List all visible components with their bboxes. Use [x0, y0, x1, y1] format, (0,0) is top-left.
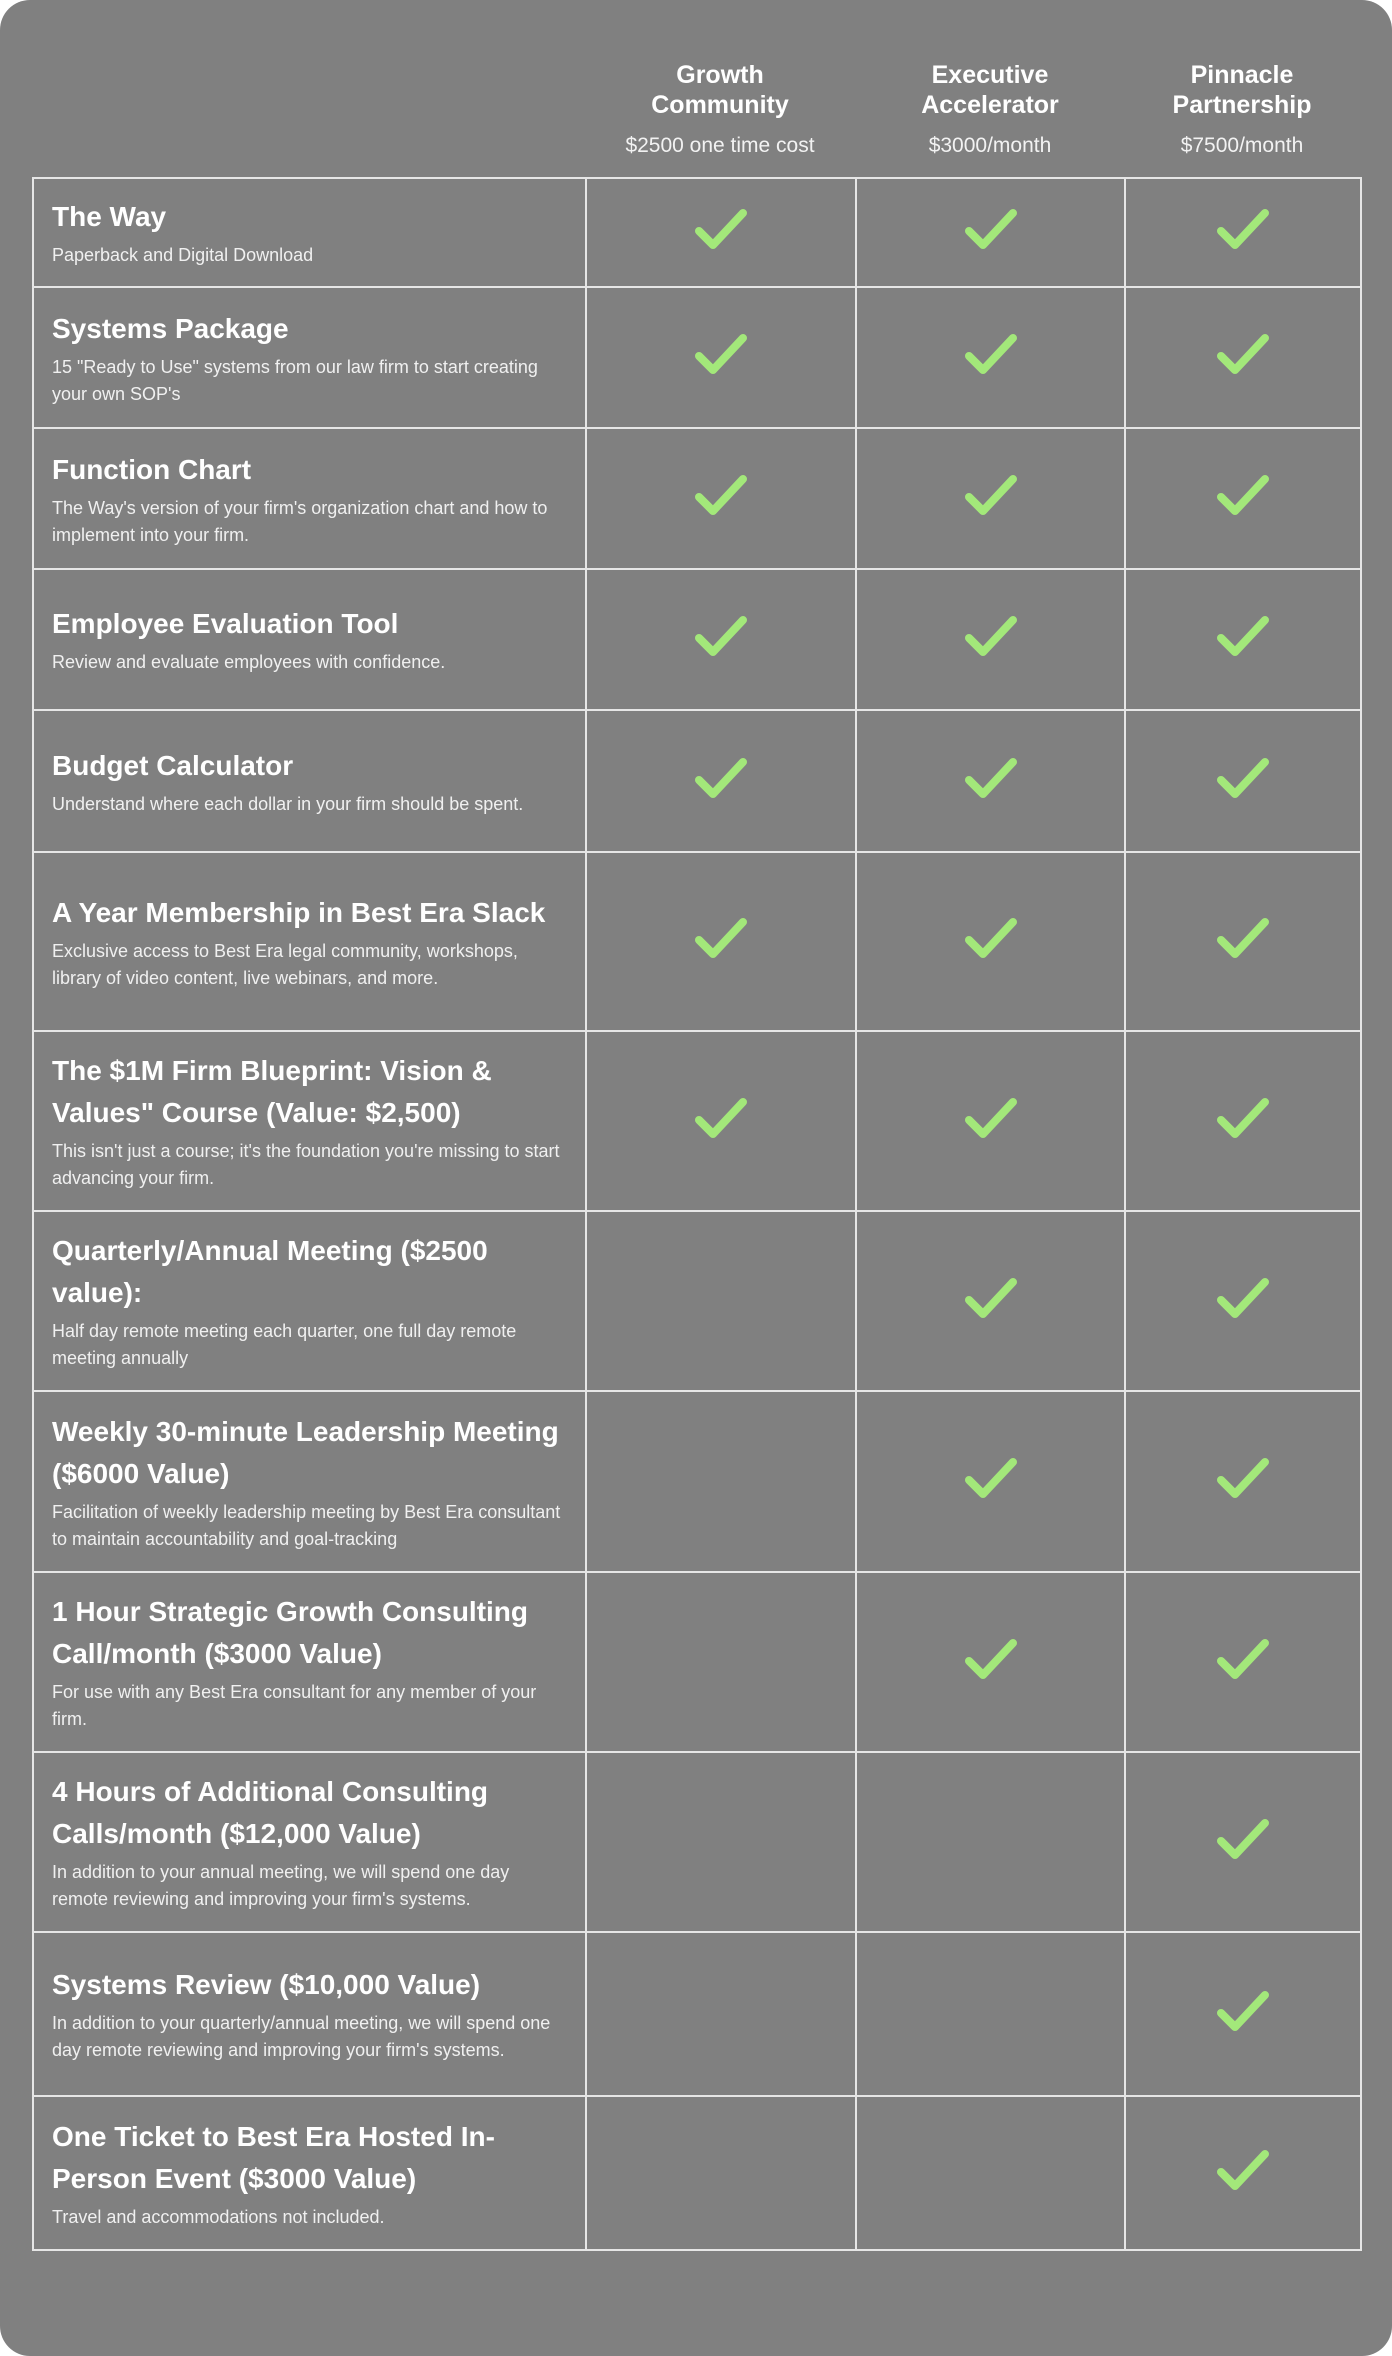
plan-header-executive-accelerator: [855, 60, 1125, 158]
feature-row: [33, 569, 1361, 710]
plan-header-growth-community: [585, 60, 855, 158]
plan-price: $7500/month: [1180, 134, 1304, 157]
feature-title: 1 Hour Strategic Growth Consulting Call/month ($3000 Value): [52, 1596, 529, 1669]
feature-description: In addition to your quarterly/annual meeting, we will spend one day remote reviewing and improving your firm's systems.: [52, 2013, 551, 2060]
feature-title: The $1M Firm Blueprint: Vision & Values" Course (Value: $2,500): [52, 1055, 492, 1128]
plan-inclusion-cell: [856, 852, 1125, 1031]
plan-inclusion-cell: [586, 1211, 856, 1391]
plan-inclusion-cell: [1125, 1031, 1361, 1211]
feature-row: [33, 287, 1361, 428]
feature-row: [33, 1572, 1361, 1752]
feature-description: Exclusive access to Best Era legal community, workshops, library of video content, live webinars, and more.: [52, 940, 518, 988]
plan-inclusion-cell: [856, 2096, 1125, 2250]
plan-inclusion-cell: [1125, 852, 1361, 1031]
plan-inclusion-cell: [856, 287, 1125, 428]
checkmark-icon: [1216, 473, 1270, 519]
plan-inclusion-cell: [856, 1752, 1125, 1932]
plan-name: Accelerator: [921, 91, 1059, 119]
feature-title: A Year Membership in Best Era Slack: [52, 896, 546, 928]
feature-description: Paperback and Digital Download: [52, 245, 314, 265]
checkmark-icon: [1216, 2148, 1270, 2194]
checkmark-icon: [964, 332, 1018, 378]
plan-inclusion-cell: [586, 569, 856, 710]
plan-inclusion-cell: [856, 428, 1125, 569]
plan-inclusion-cell: [856, 710, 1125, 852]
feature-row: [33, 1752, 1361, 1932]
checkmark-icon: [964, 1637, 1018, 1683]
checkmark-icon: [1216, 1817, 1270, 1863]
feature-description: This isn't just a course; it's the foundation you're missing to start advancing your firm.: [52, 1141, 560, 1188]
plan-inclusion-cell: [586, 710, 856, 852]
checkmark-icon: [1216, 1456, 1270, 1502]
plan-inclusion-cell: [586, 428, 856, 569]
feature-cell: [33, 1211, 586, 1391]
feature-cell: [33, 1031, 586, 1211]
feature-row: [33, 1932, 1361, 2096]
checkmark-icon: [964, 1456, 1018, 1502]
feature-cell: [33, 852, 586, 1031]
feature-row: [33, 2096, 1361, 2250]
feature-description: The Way's version of your firm's organization chart and how to implement into your firm.: [52, 497, 548, 545]
feature-cell: [33, 569, 586, 710]
plan-inclusion-cell: [1125, 1752, 1361, 1932]
feature-cell: [33, 1391, 586, 1572]
checkmark-icon: [1216, 332, 1270, 378]
plan-header-pinnacle-partnership: [1108, 60, 1376, 158]
checkmark-icon: [694, 473, 748, 519]
feature-title: 4 Hours of Additional Consulting Calls/month ($12,000 Value): [52, 1776, 489, 1849]
checkmark-icon: [694, 1096, 748, 1142]
checkmark-icon: [964, 916, 1018, 962]
feature-title: Quarterly/Annual Meeting ($2500 value):: [52, 1235, 488, 1308]
feature-description: 15 "Ready to Use" systems from our law firm to start creating your own SOP's: [52, 356, 538, 404]
feature-description: For use with any Best Era consultant for any member of your firm.: [52, 1682, 537, 1729]
plan-inclusion-cell: [1125, 2096, 1361, 2250]
checkmark-icon: [694, 332, 748, 378]
checkmark-icon: [964, 1096, 1018, 1142]
feature-cell: [33, 1932, 586, 2096]
plan-inclusion-cell: [1125, 428, 1361, 569]
plan-inclusion-cell: [856, 178, 1125, 287]
feature-row: [33, 428, 1361, 569]
plan-name: Pinnacle: [1190, 61, 1294, 89]
plan-name: Community: [651, 91, 789, 119]
plan-name: Executive: [931, 61, 1049, 89]
checkmark-icon: [1216, 1637, 1270, 1683]
feature-cell: [33, 1572, 586, 1752]
checkmark-icon: [694, 916, 748, 962]
feature-cell: [33, 287, 586, 428]
checkmark-icon: [694, 207, 748, 253]
feature-title: Systems Review ($10,000 Value): [52, 1969, 481, 2000]
plan-price: $2500 one time cost: [625, 134, 815, 157]
feature-description: Half day remote meeting each quarter, one full day remote meeting annually: [52, 1321, 517, 1368]
feature-title: Employee Evaluation Tool: [52, 608, 399, 639]
feature-description: In addition to your annual meeting, we will spend one day remote reviewing and improving your firm's systems.: [52, 1862, 510, 1909]
plan-inclusion-cell: [856, 1211, 1125, 1391]
checkmark-icon: [1216, 614, 1270, 660]
feature-description: Understand where each dollar in your firm should be spent.: [52, 793, 524, 814]
feature-title: The Way: [52, 201, 167, 232]
checkmark-icon: [694, 756, 748, 802]
plan-inclusion-cell: [586, 1752, 856, 1932]
feature-row: [33, 178, 1361, 287]
plan-name: Growth: [676, 61, 764, 89]
checkmark-icon: [964, 756, 1018, 802]
plan-inclusion-cell: [586, 1391, 856, 1572]
plan-inclusion-cell: [1125, 1572, 1361, 1752]
plan-inclusion-cell: [1125, 287, 1361, 428]
plan-inclusion-cell: [586, 852, 856, 1031]
plan-inclusion-cell: [586, 1031, 856, 1211]
feature-row: [33, 1211, 1361, 1391]
plan-inclusion-cell: [1125, 1932, 1361, 2096]
feature-title: Systems Package: [52, 312, 289, 344]
feature-row: [33, 1031, 1361, 1211]
feature-cell: [33, 710, 586, 852]
checkmark-icon: [964, 1276, 1018, 1322]
checkmark-icon: [1216, 756, 1270, 802]
feature-title: Weekly 30-minute Leadership Meeting ($6000 Value): [52, 1415, 559, 1489]
feature-description: Facilitation of weekly leadership meeting by Best Era consultant to maintain accountability and goal-tracking: [52, 1501, 561, 1549]
checkmark-icon: [1216, 1989, 1270, 2035]
plan-inclusion-cell: [856, 1391, 1125, 1572]
feature-cell: [33, 178, 586, 287]
feature-description: Travel and accommodations not included.: [52, 2206, 385, 2227]
plan-inclusion-cell: [856, 1932, 1125, 2096]
feature-cell: [33, 1752, 586, 1932]
feature-row: [33, 710, 1361, 852]
plan-inclusion-cell: [856, 1572, 1125, 1752]
checkmark-icon: [1216, 207, 1270, 253]
plan-inclusion-cell: [586, 1572, 856, 1752]
feature-title: Function Chart: [52, 453, 252, 485]
feature-title: Budget Calculator: [52, 749, 294, 781]
plan-inclusion-cell: [856, 569, 1125, 710]
plan-inclusion-cell: [586, 2096, 856, 2250]
checkmark-icon: [1216, 916, 1270, 962]
plan-inclusion-cell: [1125, 1391, 1361, 1572]
feature-description: Review and evaluate employees with confidence.: [52, 652, 446, 672]
plan-inclusion-cell: [1125, 710, 1361, 852]
feature-title: One Ticket to Best Era Hosted In-Person Event ($3000 Value): [52, 2120, 495, 2194]
plan-inclusion-cell: [1125, 569, 1361, 710]
feature-comparison-table: [32, 177, 1362, 2251]
checkmark-icon: [964, 207, 1018, 253]
feature-cell: [33, 428, 586, 569]
checkmark-icon: [964, 614, 1018, 660]
feature-row: [33, 852, 1361, 1031]
plan-inclusion-cell: [586, 1932, 856, 2096]
plan-price: $3000/month: [928, 134, 1052, 157]
feature-cell: [33, 2096, 586, 2250]
plan-inclusion-cell: [586, 287, 856, 428]
plan-inclusion-cell: [586, 178, 856, 287]
plan-name: Partnership: [1172, 91, 1312, 119]
plan-inclusion-cell: [1125, 1211, 1361, 1391]
checkmark-icon: [964, 473, 1018, 519]
feature-row: [33, 1391, 1361, 1572]
plan-inclusion-cell: [1125, 178, 1361, 287]
checkmark-icon: [1216, 1096, 1270, 1142]
checkmark-icon: [1216, 1276, 1270, 1322]
checkmark-icon: [694, 614, 748, 660]
plan-inclusion-cell: [856, 1031, 1125, 1211]
